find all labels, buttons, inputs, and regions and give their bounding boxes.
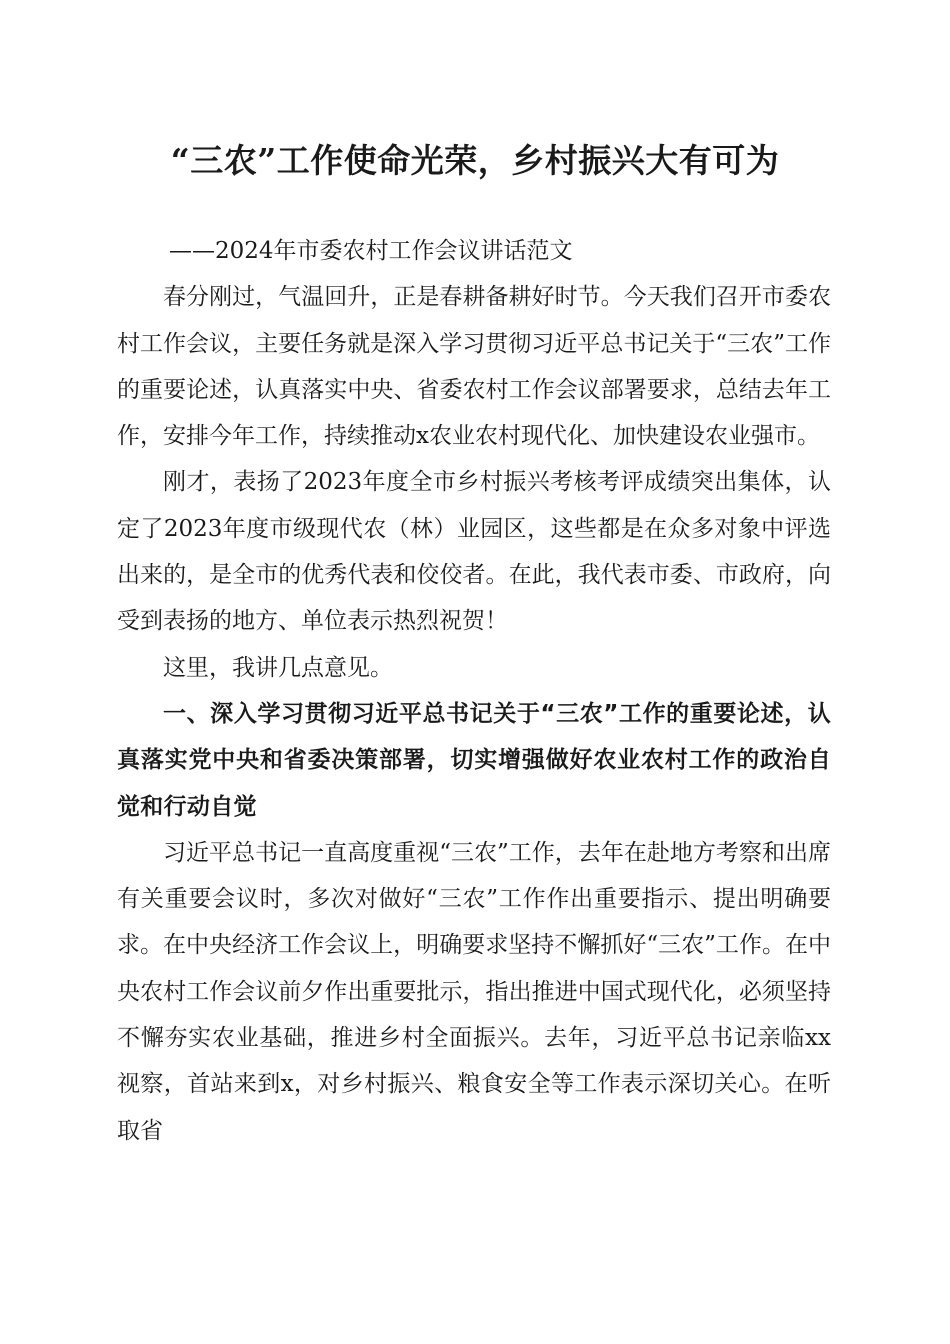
section-heading-1: 一、深入学习贯彻习近平总书记关于“三农”工作的重要论述，认真落实党中央和省委决策部署，切实增强做好农业农村工作的政治自觉和行动自觉 bbox=[117, 700, 831, 820]
section-1-paragraph: 习近平总书记一直高度重视“三农”工作，去年在赴地方考察和出席有关重要会议时，多次对做好“三农”工作作出重要指示、提出明确要求。在中央经济工作会议上，明确要求坚持不懈抓好“三农”工作。在中央农村工作会议前夕作出重要批示，指出推进中国式现代化，必须坚持不懈夯实农业基础，推进乡村全面振兴。去年，习近平总书记亲临xx视察，首站来到x，对乡村振兴、粮食安全等工作表示深切关心。在听取省 bbox=[117, 839, 831, 1144]
document-title: “三农”工作使命光荣，乡村振兴大有可为 bbox=[170, 141, 780, 180]
document-body bbox=[117, 228, 831, 1154]
paragraph-commendation: 刚才，表扬了2023年度全市乡村振兴考核考评成绩突出集体，认定了2023年度市级现代农（林）业园区，这些都是在众多对象中评选出来的，是全市的优秀代表和佼佼者。在此，我代表市委、市政府，向受到表扬的地方、单位表示热烈祝贺！ bbox=[117, 469, 831, 635]
paragraph-intro: 这里，我讲几点意见。 bbox=[163, 654, 393, 681]
paragraph-opening: 春分刚过，气温回升，正是春耕备耕好时节。今天我们召开市委农村工作会议，主要任务就是深入学习贯彻习近平总书记关于“三农”工作的重要论述，认真落实中央、省委农村工作会议部署要求，总结去年工作，安排今年工作，持续推动x农业农村现代化、加快建设农业强市。 bbox=[117, 284, 831, 450]
document-subtitle: ——2024年市委农村工作会议讲话范文 bbox=[169, 238, 573, 264]
